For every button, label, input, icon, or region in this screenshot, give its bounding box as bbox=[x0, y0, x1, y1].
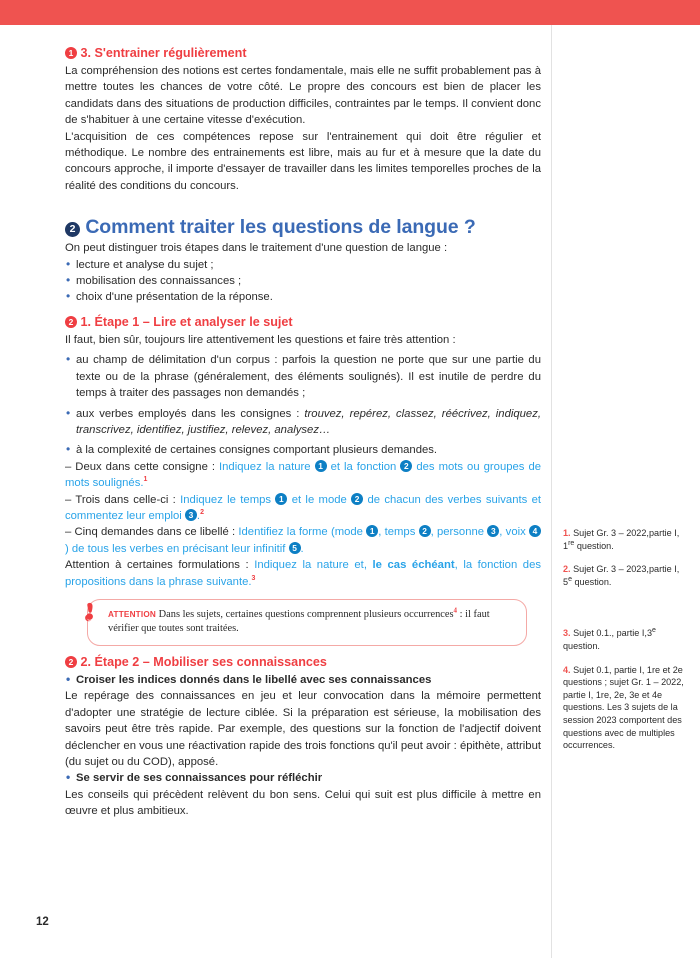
page-number: 12 bbox=[36, 916, 49, 928]
etape-1-lead: Il faut, bien sûr, toujours lire attentivement les questions et faire très attention : bbox=[65, 333, 456, 346]
quoted-instruction-f: . bbox=[300, 542, 304, 555]
section-3-paragraph-2: L'acquisition de ces compétences repose sur l'entrainement qui doit être régulier et méthodique. Le nombre des entrainements est libre, mais au fur et à mesure que la date du concours approche, il importe d'essayer de travailler dans les limites temporelles proches de la réalité des conditions du concours. bbox=[65, 130, 541, 192]
verbs-lead: aux verbes employés dans les consignes : bbox=[76, 407, 305, 420]
footnote-text-line1: Sujet Gr. 3 – 2022, bbox=[570, 528, 649, 538]
list-item bbox=[65, 406, 541, 439]
warning-hand-icon bbox=[82, 602, 98, 624]
quoted-instruction-d: , voix bbox=[499, 526, 529, 539]
main-text-column bbox=[65, 45, 541, 820]
list-item: • Croiser les indices donnés dans le libellé avec ses connaissances bbox=[65, 672, 541, 688]
footnote-text-line1: Sujet 0.1., partie I, bbox=[570, 628, 647, 639]
footnote-text-line1: Sujet Gr. 3 – 2023, bbox=[570, 564, 649, 575]
ordinal-suffix: re bbox=[568, 539, 575, 547]
attention-formulations-line bbox=[65, 557, 541, 590]
spacer bbox=[65, 194, 541, 214]
quoted-instruction-b: et la fonction bbox=[326, 460, 401, 473]
inline-badge-4: 4 bbox=[529, 525, 541, 537]
inline-badge-2: 2 bbox=[400, 460, 412, 472]
attention-text-before: Dans les sujets, certaines questions comprennent plusieurs occurrences bbox=[156, 608, 454, 620]
etape-1-bullets-c bbox=[65, 442, 541, 458]
attention-lead: Attention à certaines formulations : bbox=[65, 559, 255, 572]
etape-2-heading-text: 2. Étape 2 – Mobiliser ses connaissances bbox=[80, 654, 327, 669]
spacer bbox=[65, 646, 541, 654]
badge-number-2: 2 bbox=[65, 316, 77, 328]
footnote-number: 3. bbox=[563, 628, 571, 639]
quoted-instruction-a: Indiquez la nature bbox=[219, 460, 315, 473]
footnote-text-line3: question. bbox=[571, 576, 612, 587]
footnote-number: 1. bbox=[563, 528, 571, 538]
quoted-instruction-bold: le cas échéant bbox=[372, 559, 455, 572]
quoted-instruction-c: de chacun des verbes suivants et commentez leur emploi bbox=[65, 493, 542, 522]
quoted-instruction-c: des mots ou groupes de mots soulignés. bbox=[65, 460, 542, 490]
section-3-paragraph-1: La compréhension des notions est certes fondamentale, mais elle ne suffit probablement pas à mettre toutes les chances de votre côté. Le propre des concours est bien de placer les candidats dans des situations de production difficiles, contraintes par le temps. Il convient donc de s'habituer à une certaine vitesse d'exécution. bbox=[65, 65, 541, 127]
dash-item-cinq bbox=[65, 524, 541, 557]
etape-2-sub-1 bbox=[65, 672, 541, 688]
list-item: • au champ de délimitation d'un corpus : parfois la question ne porte que sur une partie du texte ou de la phrase (généralement, des éléments soulignés). Il est inutile de perdre du temps à traiter des passages non demandés ; bbox=[65, 352, 541, 401]
quoted-instruction-d: . bbox=[196, 509, 201, 522]
inline-badge-5: 5 bbox=[289, 542, 301, 554]
footnote-text-line3: question. bbox=[574, 540, 614, 551]
footnote-text-line2: partie I, 5 bbox=[563, 564, 680, 587]
inline-badge-1: 1 bbox=[275, 493, 287, 505]
dash-item-trois bbox=[65, 492, 541, 525]
margin-notes-column bbox=[563, 527, 689, 752]
footnote-3 bbox=[563, 627, 689, 652]
quoted-instruction-a: Identifiez la forme (mode bbox=[238, 526, 367, 539]
footnote-ref-2: 2 bbox=[200, 509, 204, 517]
footnote-number: 4. bbox=[563, 664, 571, 675]
spacer bbox=[563, 599, 689, 627]
footnote-number: 2. bbox=[563, 564, 571, 575]
section-3-heading bbox=[65, 45, 541, 62]
inline-badge-2: 2 bbox=[351, 493, 363, 505]
inline-badge-3: 3 bbox=[487, 525, 499, 537]
ordinal-suffix: e bbox=[652, 627, 656, 635]
etape-1-bullets-b bbox=[65, 406, 541, 439]
list-item: • à la complexité de certaines consignes comportant plusieurs demandes. bbox=[65, 442, 541, 458]
inline-badge-3: 3 bbox=[185, 509, 197, 521]
list-item: • mobilisation des connaissances ; bbox=[65, 273, 541, 289]
inline-badge-1: 1 bbox=[366, 525, 378, 537]
etape-2-sub-2 bbox=[65, 770, 541, 786]
etape-1-heading-text: 1. Étape 1 – Lire et analyser le sujet bbox=[80, 314, 293, 329]
attention-callout-box bbox=[87, 599, 527, 646]
dash-lead: – Cinq demandes dans ce libellé : bbox=[65, 526, 239, 539]
section-2-bullet-list bbox=[65, 257, 541, 306]
attention-label: ATTENTION bbox=[108, 609, 157, 619]
etape-1-bullets-a bbox=[65, 352, 541, 401]
dash-lead: – Trois dans celle-ci : bbox=[65, 493, 181, 506]
quoted-instruction-c: , personne bbox=[430, 526, 488, 539]
etape-1-heading bbox=[65, 314, 541, 331]
ordinal-suffix: e bbox=[568, 575, 572, 583]
quoted-instruction-b: , temps bbox=[378, 526, 419, 539]
footnote-text-line2: partie I, 1 bbox=[563, 528, 680, 551]
quoted-instruction-a: Indiquez le temps bbox=[180, 493, 276, 506]
dash-lead: – Deux dans cette consigne : bbox=[65, 460, 220, 473]
badge-number-2: 2 bbox=[65, 656, 77, 668]
footnote-ref-1: 1 bbox=[143, 476, 148, 484]
etape-2-paragraph-1: Le repérage des connaissances en jeu et leur convocation dans la mémoire permettent d'adopter une stratégie de lecture ciblée. Si la préparation est sérieuse, la mobilisation des savoirs peut être très rapide. Par exemple, des questions sur la fonction de l'adjectif doivent déclencher en vous une réactivation rapide des trois fonctions qu'il peut avoir : épithète, attribut (du sujet ou du COD), apposé. bbox=[65, 690, 541, 768]
section-2-intro: On peut distinguer trois étapes dans le traitement d'une question de langue : bbox=[65, 242, 448, 255]
quoted-instruction-a: Indiquez la nature et, bbox=[254, 559, 373, 572]
etape-2-paragraph-2: Les conseils qui précèdent relèvent du bon sens. Celui qui suit est plus difficile à mettre en œuvre et plus ambitieux. bbox=[65, 788, 541, 818]
footnote-ref-3: 3 bbox=[251, 574, 256, 582]
column-divider bbox=[551, 25, 552, 958]
badge-number-1: 1 bbox=[65, 47, 77, 59]
footnote-text-line2: 3 bbox=[646, 628, 652, 639]
top-red-band bbox=[0, 0, 700, 25]
footnote-2 bbox=[563, 563, 689, 588]
section-2-title-text: Comment traiter les questions de langue ? bbox=[85, 216, 476, 239]
list-item: • choix d'une présentation de la réponse. bbox=[65, 289, 541, 305]
footnote-1 bbox=[563, 527, 689, 552]
footnote-text-line3: question. bbox=[563, 640, 600, 651]
list-item: • lecture et analyse du sujet ; bbox=[65, 257, 541, 273]
section-3-heading-text: 3. S'entrainer régulièrement bbox=[80, 46, 247, 60]
footnote-ref-4: 4 bbox=[453, 606, 458, 615]
quoted-instruction-e: ) de tous les verbes en précisant leur infinitif bbox=[65, 542, 289, 555]
dash-item-deux bbox=[65, 459, 541, 492]
spacer bbox=[65, 306, 541, 314]
section-2-title bbox=[65, 214, 541, 240]
footnote-4 bbox=[563, 664, 689, 752]
quoted-instruction-b: et le mode bbox=[287, 493, 352, 506]
verbs-italic: trouvez, repérez, classez, réécrivez, indiquez, transcrivez, identifiez, justifiez, relevez, analysez… bbox=[76, 407, 541, 436]
quoted-instruction-b: , la fonction des propositions dans la phrase suivante. bbox=[65, 559, 542, 588]
inline-badge-1: 1 bbox=[315, 460, 327, 472]
badge-number-2: 2 bbox=[65, 222, 80, 237]
attention-text-after: : il faut vérifier que toutes sont traitées. bbox=[108, 608, 490, 635]
etape-2-heading bbox=[65, 654, 541, 671]
inline-badge-2: 2 bbox=[419, 525, 431, 537]
list-item: • Se servir de ses connaissances pour réfléchir bbox=[65, 770, 541, 786]
footnote-text: Sujet 0.1, partie I, 1re et 2e questions ; sujet Gr. 1 – 2022, partie I, 1re, 2e, 3e et 4e questions. Les 3 sujets de la session 2023 comportent des questions avec de multiples occurrences. bbox=[563, 664, 684, 751]
